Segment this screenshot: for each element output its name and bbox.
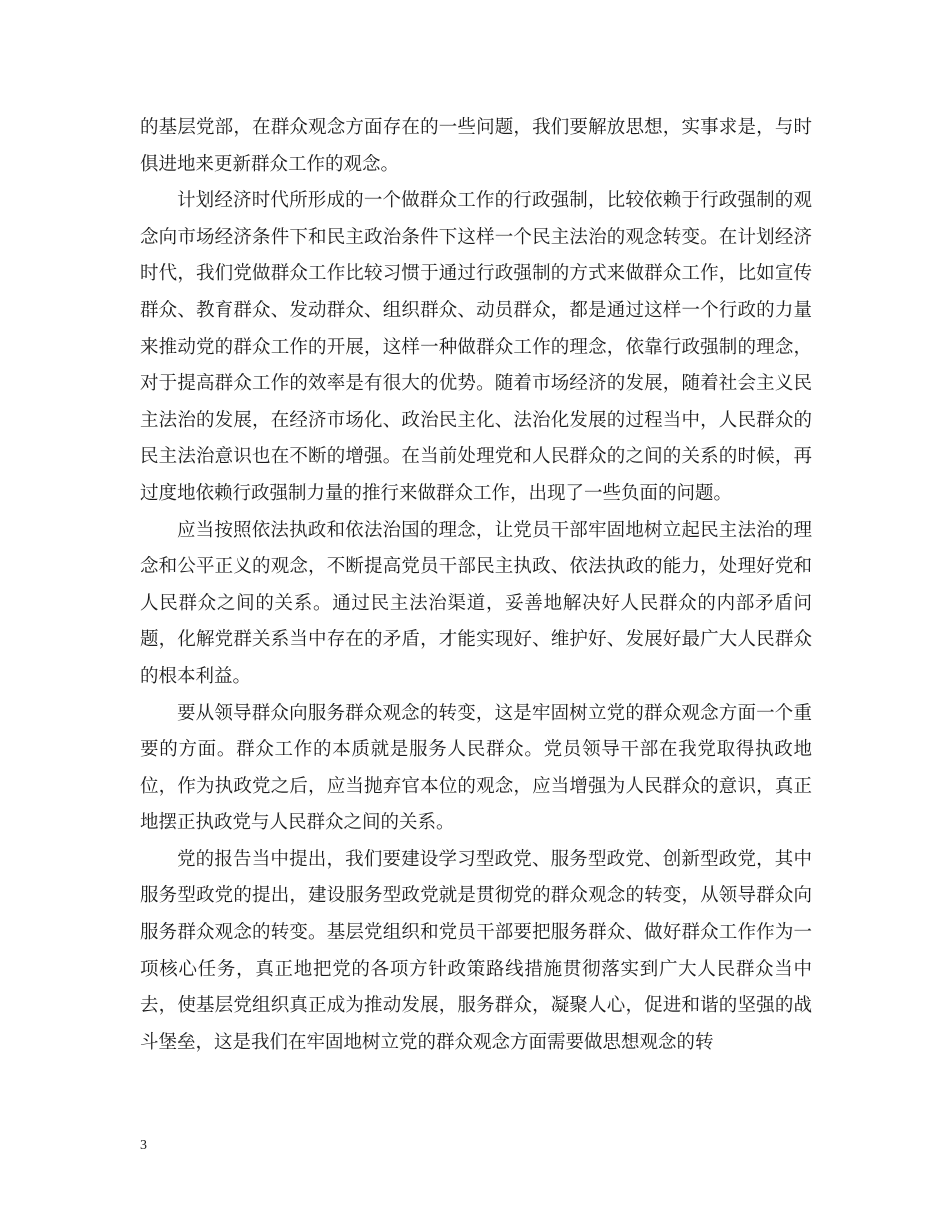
paragraph-continued: 的基层党部，在群众观念方面存在的一些问题，我们要解放思想，实事求是，与时俱进地来更新群众工作的观念。 [140, 117, 812, 175]
paragraph-administrative-to-rule-of-law: 计划经济时代所形成的一个做群众工作的行政强制，比较依赖于行政强制的观念向市场经济条件下和民主政治条件下这样一个民主法治的观念转变。在计划经济时代，我们党做群众工作比较习惯于通过行政强制的方式来做群众工作，比如宣传群众、教育群众、发动群众、组织群众、动员群众，都是通过这样一个行政的力量来推动党的群众工作的开展，这样一种做群众工作的理念，依靠行政强制的理念，对于提高群众工作的效率是有很大的优势。随着市场经济的发展，随着社会主义民主法治的发展，在经济市场化、政治民主化、法治化发展的过程当中，人民群众的民主法治意识也在不断的增强。在当前处理党和人民群众的之间的关系的时候，再过度地依赖行政强制力量的推行来做群众工作，出现了一些负面的问题。 [140, 190, 812, 504]
paragraph-service-oriented-party: 党的报告当中提出，我们要建设学习型政党、服务型政党、创新型政党，其中服务型政党的提出，建设服务型政党就是贯彻党的群众观念的转变，从领导群众向服务群众观念的转变。基层党组织和党员干部要把服务群众、做好群众工作作为一项核心任务，真正地把党的各项方针政策路线措施贯彻落实到广大人民群众当中去，使基层党组织真正成为推动发展，服务群众，凝聚人心，促进和谐的坚强的战斗堡垒，这是我们在牢固地树立党的群众观念方面需要做思想观念的转 [140, 848, 812, 1053]
paragraph-leading-to-serving: 要从领导群众向服务群众观念的转变，这是牢固树立党的群众观念方面一个重要的方面。群众工作的本质就是服务人民群众。党员领导干部在我党取得执政地位，作为执政党之后，应当抛弃官本位的观念，应当增强为人民群众的意识，真正地摆正执政党与人民群众之间的关系。 [140, 702, 812, 834]
page-number: 3 [140, 1138, 147, 1153]
paragraph-rule-of-law-governance: 应当按照依法执政和依法治国的理念，让党员干部牢固地树立起民主法治的理念和公平正义的观念，不断提高党员干部民主执政、依法执政的能力，处理好党和人民群众之间的关系。通过民主法治渠道，妥善地解决好人民群众的内部矛盾问题，化解党群关系当中存在的矛盾，才能实现好、维护好、发展好最广大人民群众的根本利益。 [140, 519, 812, 687]
document-body [140, 110, 812, 1061]
